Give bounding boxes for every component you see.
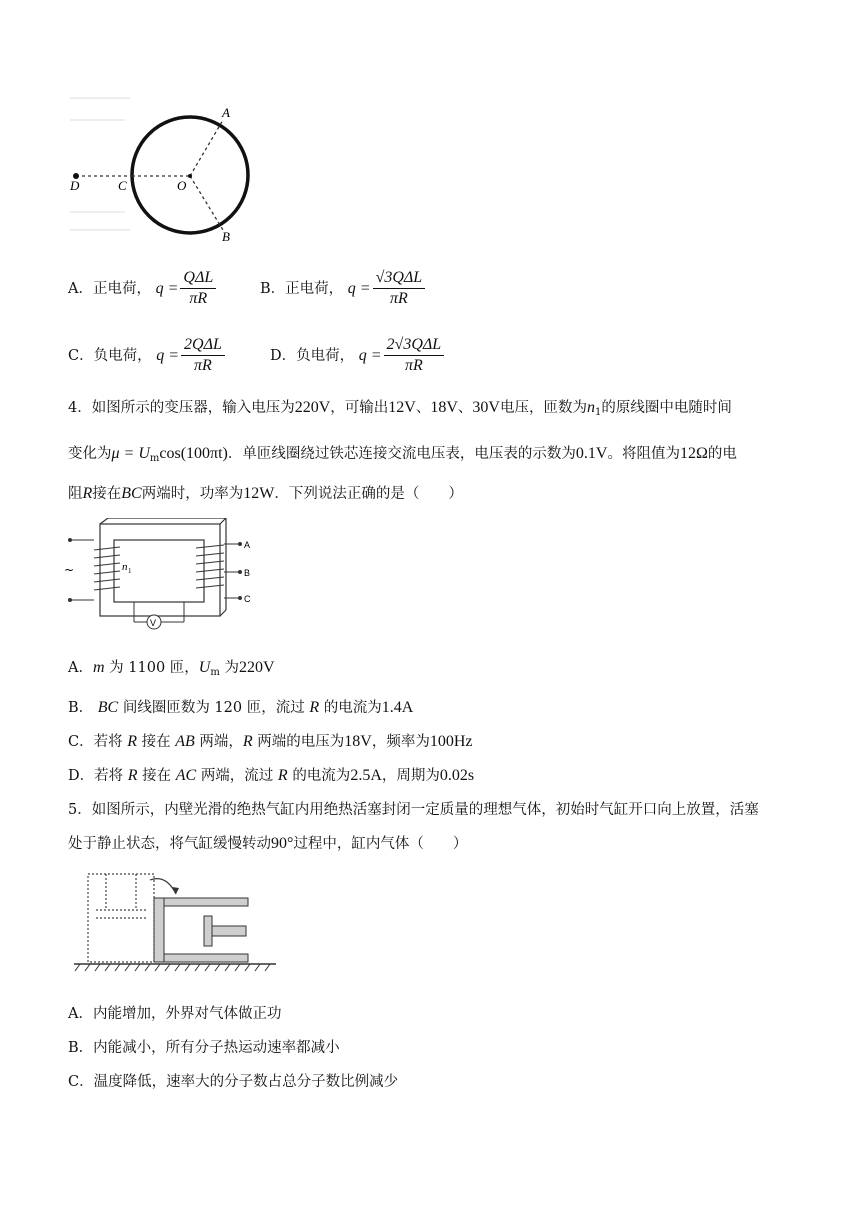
cylinder-figure [70,868,280,986]
circle-charge-figure [60,90,260,250]
label-n1: n [122,561,128,573]
ac-source-symbol: ~ [64,563,75,577]
q4-line-1: 4．如图所示的变压器，输入电压为220V，可输出12V、18V、30V电压，匝数为$n_1$的原线圈中电随时间 [68,399,732,418]
label-n1-sub: 1 [128,567,132,575]
q3-option-d: D． 负电荷， q = $\frac{\text{2√3QΔL}}{\pi R}$ [270,335,446,376]
label-o: O [177,178,187,193]
q5-option-a: A．内能增加，外界对气体做正功 [68,1006,282,1022]
q5-option-c: C．温度降低，速率大的分子数占总分子数比例减少 [68,1074,399,1090]
q5-option-b: B．内能减小，所有分子热运动速率都减小 [68,1040,340,1056]
label-b: B [222,229,230,244]
q5-line-2: 处于静止状态，将气缸缓慢转动90°过程中，缸内气体（ ） [68,835,468,852]
voltmeter-label: V [150,618,157,628]
q3-option-b: B． 正电荷， q = $\frac{\text{√3QΔL}}{\pi R}$ [260,268,427,309]
q4-option-b: B． BC 间线圈匝数为 120 匝，流过 R 的电流为1.4A [68,699,414,716]
label-a: A [222,105,230,120]
q4-line-2: 变化为$\mu = U_m\cos(100\pi t)$．单匝线圈绕过铁芯连接交流电压表，电压表的示数为0.1V。将阻值为12Ω的电 [68,445,737,464]
label-c: C [118,178,127,193]
q4-option-c: C．若将 R 接在 AB 两端，R 两端的电压为18V，频率为100Hz [68,733,473,750]
transformer-figure [64,518,254,638]
q5-line-1: 5．如图所示，内壁光滑的绝热气缸内用绝热活塞封闭一定质量的理想气体，初始时气缸开口向上放置，活塞 [68,802,759,818]
q4-line-3: 阻R接在BC两端时，功率为12W．下列说法正确的是（ ） [68,485,463,502]
label-d: D [70,178,80,193]
q4-option-d: D．若将 R 接在 AC 两端，流过 R 的电流为2.5A，周期为0.02s [68,767,475,784]
q4-option-a: A．m 为 1100 匝，$U_m$ 为220V [68,659,275,678]
label-b: B [244,568,251,578]
q3-option-a: A． 正电荷， q = $\frac{\text{QΔL}}{\pi R}$ [68,268,218,309]
label-c: C [244,594,251,604]
label-a: A [244,540,251,550]
q3-option-c: C． 负电荷， q = $\frac{\text{2QΔL}}{\pi R}$ [68,335,227,376]
